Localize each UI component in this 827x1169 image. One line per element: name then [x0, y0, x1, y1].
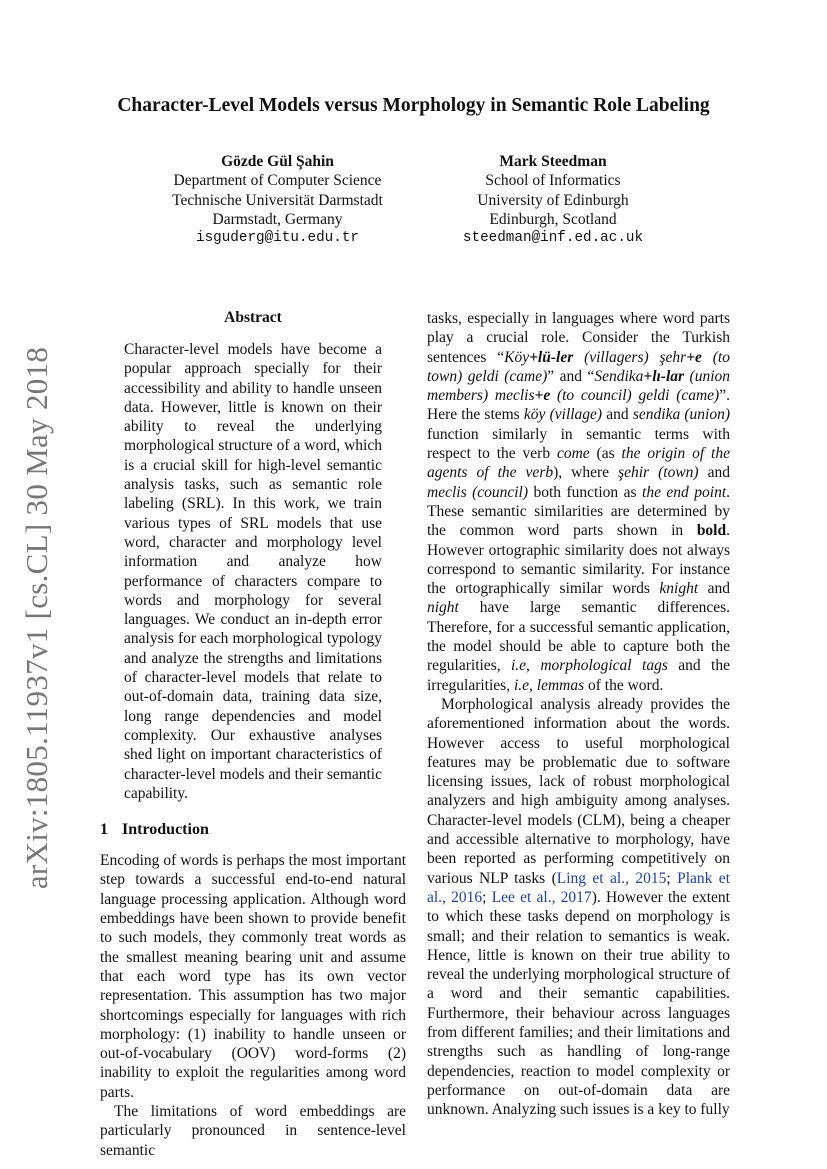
citation-link[interactable]: Lee et al., 2017 [491, 888, 592, 906]
author-affiliation: School of Informatics [485, 172, 621, 190]
section-heading [100, 821, 406, 839]
citation-link[interactable]: Ling et al., 2015 [556, 869, 667, 887]
author-name: Gözde Gül Şahin [221, 153, 334, 170]
left-column [100, 309, 406, 1160]
section-number: 1 [100, 821, 108, 839]
right-column [427, 309, 730, 1119]
author-block-1 [155, 152, 400, 248]
intro-paragraph-3: Morphological analysis already provides the aforementioned information about the words. However access to useful morphological features may be problematic due to software licensing issues, lack of robust morphological analyzers and high ambiguity among analyses. Character-level models (CLM), being a cheaper and accessible alternative to morphology, have been reported as performing competitively on various NLP tasks (Ling et al., 2015; Plank et al., 2016; Lee et al., 2017). However the extent to which these tasks depend on morphology is small; and their relation to semantics is weak. Hence, little is known on their true ability to reveal the underlying morphological structure of a word and their semantic capabilities. Furthermore, their behaviour across languages from different families; and their limitations and strengths such as handling of long-range dependencies, reaction to model complexity or performance on out-of-domain data are unknown. Analyzing such issues is a key to fully [427, 695, 730, 1119]
abstract-heading: Abstract [224, 309, 282, 326]
author-name: Mark Steedman [499, 153, 607, 170]
section-title: Introduction [122, 821, 209, 839]
author-affiliation: University of Edinburgh [477, 191, 629, 209]
author-email[interactable]: isguderg@itu.edu.tr [195, 230, 359, 247]
abstract-text: Character-level models have become a popular approach specially for their accessibility and ability to handle unseen data. However, little is known on their ability to reveal the underlying morphological structure of a word, which is a crucial skill for high-level semantic analysis tasks, such as semantic role labeling (SRL). In this work, we train various types of SRL models that use word, character and morphology level information and analyze how performance of characters compare to words and morphology for several languages. We conduct an in-depth error analysis for each morphological typology and analyze the strengths and limitations of character-level models that relate to out-of-domain data, training data size, long range dependencies and model complexity. Our exhaustive analyses shed light on important characteristics of character-level models and their semantic capability. [124, 341, 382, 802]
intro-paragraph-1: Encoding of words is perhaps the most important step towards a successful end-to-end natural language processing application. Although word embeddings have been shown to provide benefit to such models, they commonly treat words as the smallest meaning bearing unit and assume that each word type has its own vector representation. This assumption has two major shortcomings especially for languages with rich morphology: (1) inability to handle unseen or out-of-vocabulary (OOV) word-forms (2) inability to exploit the regularities among word parts. [100, 852, 406, 1101]
author-affiliation: Darmstadt, Germany [212, 210, 343, 228]
arxiv-stamp [20, 345, 54, 890]
citation-link[interactable]: Plank et al., 2016 [427, 869, 730, 906]
author-block-2 [430, 152, 676, 248]
arxiv-stamp-text: arXiv:1805.11937v1 [cs.CL] 30 May 2018 [19, 346, 55, 889]
author-affiliation: Department of Computer Science [173, 172, 382, 190]
author-email[interactable]: steedman@inf.ed.ac.uk [462, 230, 644, 247]
paper-title: Character-Level Models versus Morphology in Semantic Role Labeling [117, 95, 710, 116]
author-affiliation: Technische Universität Darmstadt [172, 191, 383, 209]
intro-paragraph-2-continued: tasks, especially in languages where word parts play a crucial role. Consider the Turkish sentences “Köy+lü-ler (villagers) şehr+e (to town) geldi (came)” and “Sendika+lı-lar (union members) meclis+e (to council) geldi (came)”. Here the stems köy (village) and sendika (union) function similarly in semantic terms with respect to the verb come (as the origin of the agents of the verb), where şehir (town) and meclis (council) both function as the end point. These semantic similarities are determined by the common word parts shown in bold. However ortographic similarity does not always correspond to semantic similarity. For instance the ortographically similar words knight and night have large semantic differences. Therefore, for a successful semantic application, the model should be able to capture both the regularities, i.e, morphological tags and the irregularities, i.e, lemmas of the word. [427, 310, 731, 694]
intro-paragraph-2: The limitations of word embeddings are particularly pronounced in sentence-level semantic [100, 1102, 406, 1159]
author-affiliation: Edinburgh, Scotland [489, 210, 617, 228]
